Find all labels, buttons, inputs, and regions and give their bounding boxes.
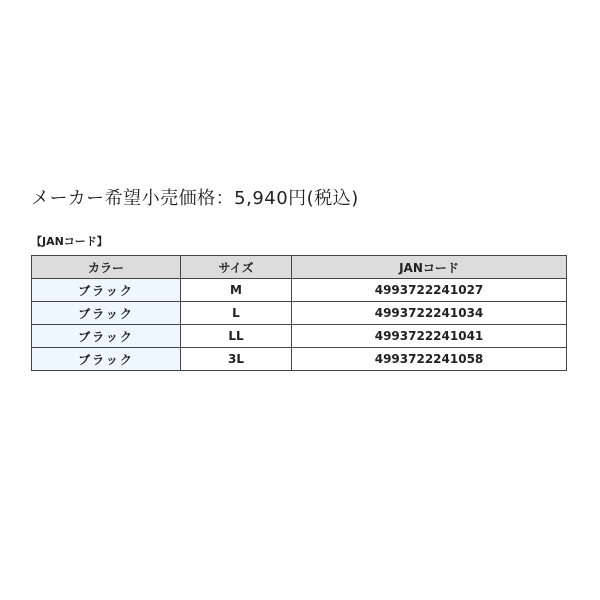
cell-color: ブラック bbox=[32, 325, 181, 348]
cell-size: LL bbox=[181, 325, 292, 348]
cell-size: M bbox=[181, 279, 292, 302]
cell-color: ブラック bbox=[32, 279, 181, 302]
jan-code-table bbox=[31, 255, 567, 371]
table-row bbox=[32, 348, 567, 371]
table-row bbox=[32, 302, 567, 325]
cell-size: 3L bbox=[181, 348, 292, 371]
cell-jan: 4993722241058 bbox=[292, 348, 567, 371]
cell-color: ブラック bbox=[32, 348, 181, 371]
cell-jan: 4993722241027 bbox=[292, 279, 567, 302]
header-size: サイズ bbox=[181, 256, 292, 279]
cell-color: ブラック bbox=[32, 302, 181, 325]
jan-code-label: 【JANコード】 bbox=[31, 235, 108, 248]
cell-jan: 4993722241034 bbox=[292, 302, 567, 325]
header-color: カラー bbox=[32, 256, 181, 279]
cell-jan: 4993722241041 bbox=[292, 325, 567, 348]
table-header-row bbox=[32, 256, 567, 279]
cell-size: L bbox=[181, 302, 292, 325]
header-jan: JANコード bbox=[292, 256, 567, 279]
table-row bbox=[32, 325, 567, 348]
retail-price: メーカー希望小売価格：5,940円(税込) bbox=[31, 188, 359, 209]
table-row bbox=[32, 279, 567, 302]
